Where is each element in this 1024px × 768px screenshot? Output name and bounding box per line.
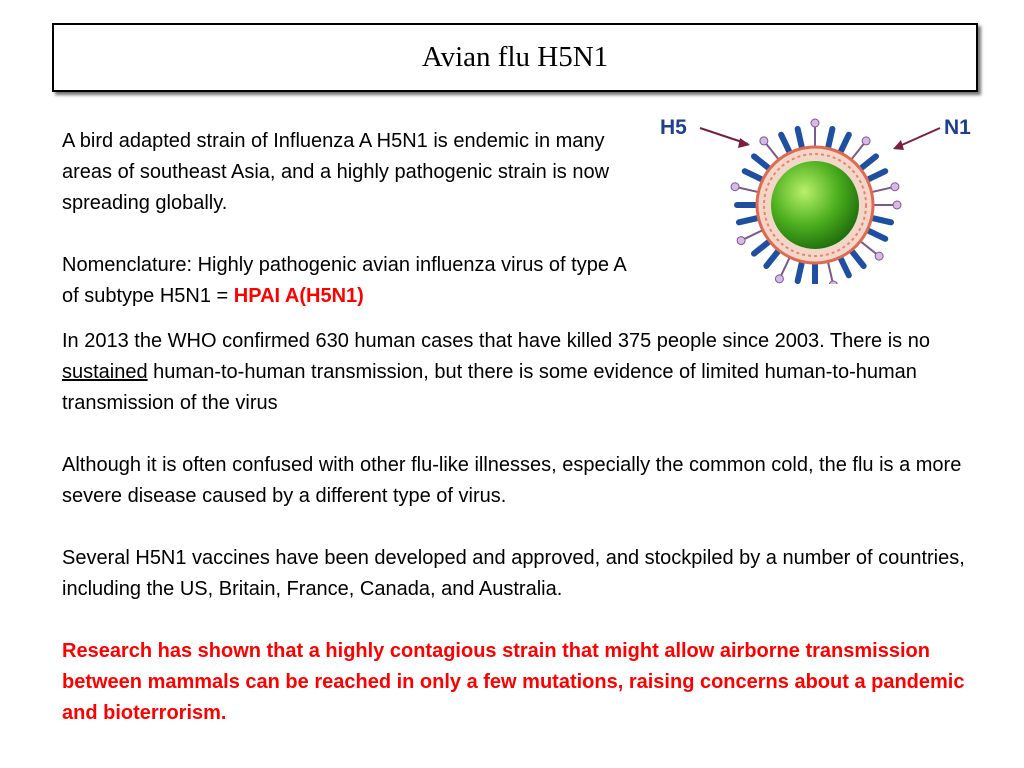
- neuraminidase-spike: [827, 260, 833, 284]
- neuraminidase-head: [737, 237, 745, 245]
- body-paragraph-2: Although it is often confused with other flu-like illnesses, especially the common cold, the flu is a more severe disease caused by a different type of virus.: [62, 454, 962, 507]
- body-paragraph-4-warning: Research has shown that a highly contagious strain that might allow airborne transmission between mammals can be reached in only a few mutations, raising concerns about a pandemic and bioterrorism.: [62, 640, 965, 724]
- main-text: [62, 326, 982, 729]
- slide-title-box: [52, 23, 978, 92]
- n1-label: N1: [944, 116, 971, 139]
- sustained-underlined: sustained: [62, 361, 148, 383]
- neuraminidase-head: [829, 281, 837, 284]
- neuraminidase-head: [891, 183, 899, 191]
- neuraminidase-head: [775, 275, 783, 283]
- body-paragraph-3: Several H5N1 vaccines have been developed and approved, and stockpiled by a number of countries, including the US, Britain, France, Canada, and Australia.: [62, 547, 965, 600]
- intro-paragraph-1: A bird adapted strain of Influenza A H5N1 is endemic in many areas of southeast Asia, and a highly pathogenic strain is now spreading globally.: [62, 130, 610, 214]
- intro-text: [62, 126, 642, 312]
- viral-core: [771, 161, 859, 249]
- neuraminidase-head: [760, 137, 768, 145]
- n1-arrowhead: [893, 140, 904, 150]
- neuraminidase-head: [731, 183, 739, 191]
- virus-diagram: [650, 108, 990, 284]
- h5-arrowhead: [738, 138, 750, 148]
- who-cases-text: In 2013 the WHO confirmed 630 human cases that have killed 375 people since 2003. There is no: [62, 330, 930, 352]
- neuraminidase-head: [811, 119, 819, 127]
- neuraminidase-head: [875, 252, 883, 260]
- neuraminidase-head: [893, 201, 901, 209]
- slide-title: Avian flu H5N1: [421, 41, 609, 73]
- nomenclature-highlight: HPAI A(H5N1): [233, 285, 364, 307]
- body-paragraph-1: [62, 326, 982, 419]
- intro-paragraph-2: [62, 250, 642, 312]
- transmission-text: human-to-human transmission, but there is some evidence of limited human-to-human transmission of the virus: [62, 361, 917, 414]
- nomenclature-text: Nomenclature: Highly pathogenic avian influenza virus of type A of subtype H5N1 =: [62, 254, 626, 307]
- h5-label: H5: [660, 116, 687, 139]
- neuraminidase-head: [862, 137, 870, 145]
